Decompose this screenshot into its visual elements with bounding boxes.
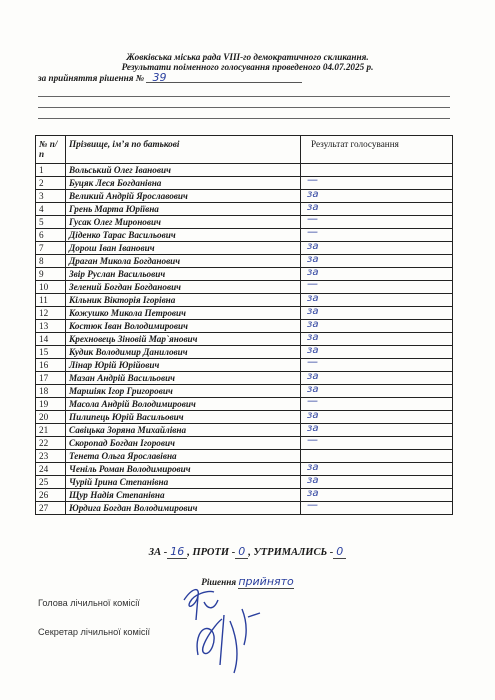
vote-result: за — [307, 488, 319, 499]
table-row — [36, 320, 453, 333]
vote-result: — — [307, 498, 318, 511]
table-row — [36, 307, 453, 320]
vote-result-cell — [301, 489, 453, 502]
vote-result: за — [307, 267, 319, 278]
vote-result: за — [307, 241, 319, 252]
against-count: 0 — [235, 545, 248, 559]
table-row — [36, 463, 453, 476]
table-row — [36, 385, 453, 398]
vote-result-cell — [301, 320, 453, 333]
col-result-header: Результат голосування — [301, 136, 453, 164]
table-row — [36, 476, 453, 489]
row-number: 16 — [36, 359, 66, 372]
deputy-name: Зелений Богдан Богданович — [66, 281, 301, 294]
table-row — [36, 177, 453, 190]
signature-secretary — [190, 595, 270, 685]
deputy-name: Савіцька Зоряна Михайлівна — [66, 424, 301, 437]
row-number: 14 — [36, 333, 66, 346]
row-number: 3 — [36, 190, 66, 203]
vote-result-cell — [301, 277, 453, 294]
vote-result-cell — [301, 498, 453, 515]
row-number: 26 — [36, 489, 66, 502]
vote-result-cell — [301, 346, 453, 359]
row-number: 20 — [36, 411, 66, 424]
blank-line — [38, 118, 450, 119]
table-row — [36, 502, 453, 515]
vote-result: — — [307, 212, 318, 225]
col-name-header: Прізвище, ім’я по батькові — [66, 136, 301, 164]
row-number: 10 — [36, 281, 66, 294]
row-number: 12 — [36, 307, 66, 320]
row-number: 8 — [36, 255, 66, 268]
row-number: 2 — [36, 177, 66, 190]
table-row — [36, 359, 453, 372]
deputy-name: Ченіль Роман Володимирович — [66, 463, 301, 476]
row-number: 23 — [36, 450, 66, 463]
deputy-name: Лінар Юрій Юрійович — [66, 359, 301, 372]
vote-result-cell — [301, 190, 453, 203]
vote-result-cell — [301, 411, 453, 424]
vote-result: за — [307, 462, 319, 473]
vote-result-cell — [301, 268, 453, 281]
deputy-name: Великий Андрій Ярославович — [66, 190, 301, 203]
deputy-name: Гусак Олег Миронович — [66, 216, 301, 229]
vote-result-cell — [301, 433, 453, 450]
vote-result-cell — [301, 164, 453, 177]
table-row — [36, 411, 453, 424]
for-label: ЗА - — [148, 547, 168, 558]
commission-head-label: Голова лічильної комісії — [38, 598, 140, 608]
vote-result: за — [307, 345, 319, 356]
row-number: 5 — [36, 216, 66, 229]
vote-result: — — [307, 225, 318, 238]
deputy-name: Крехновець Зіновій Мар`янович — [66, 333, 301, 346]
vote-result-cell — [301, 463, 453, 476]
table-row — [36, 424, 453, 437]
table-row — [36, 372, 453, 385]
deputy-name: Мазан Андрій Васильович — [66, 372, 301, 385]
decision-label: за прийняття рішення № — [38, 73, 145, 83]
vote-result-cell — [301, 294, 453, 307]
vote-result-cell — [301, 212, 453, 229]
vote-result: за — [307, 332, 319, 343]
table-row — [36, 333, 453, 346]
votes-table-header — [36, 136, 453, 164]
council-title: Жовківська міська рада VIII-го демократичного скликання. — [126, 52, 369, 62]
vote-result: за — [307, 202, 319, 213]
vote-result: — — [307, 355, 318, 368]
table-row — [36, 346, 453, 359]
vote-result-cell — [301, 450, 453, 463]
vote-result: за — [307, 306, 319, 317]
abstained-count: 0 — [333, 545, 346, 559]
vote-result: за — [307, 254, 319, 265]
col-number-header: № п/п — [36, 136, 66, 164]
row-number: 24 — [36, 463, 66, 476]
deputy-name: Грень Марта Юріївна — [66, 203, 301, 216]
table-row — [36, 216, 453, 229]
vote-result: за — [307, 423, 319, 434]
deputy-name: Скоропад Богдан Ігорович — [66, 437, 301, 450]
table-row — [36, 294, 453, 307]
for-count: 16 — [167, 545, 187, 559]
deputy-name: Масола Андрій Володимирович — [66, 398, 301, 411]
blank-line — [38, 96, 450, 97]
table-row — [36, 190, 453, 203]
vote-result-cell — [301, 476, 453, 489]
deputy-name: Щур Надія Степанівна — [66, 489, 301, 502]
vote-result-cell — [301, 173, 453, 190]
vote-result-cell — [301, 203, 453, 216]
abstained-label: , УТРИМАЛИСЬ - — [248, 547, 334, 558]
vote-result-cell — [301, 307, 453, 320]
deputy-name: Кільник Вікторія Ігорівна — [66, 294, 301, 307]
deputy-name: Чурій Ірина Степанівна — [66, 476, 301, 489]
table-row — [36, 450, 453, 463]
decision-number-line — [38, 73, 302, 83]
deputy-name: Тенета Ольга Ярославівна — [66, 450, 301, 463]
vote-result-cell — [301, 424, 453, 437]
vote-result-cell — [301, 385, 453, 398]
vote-totals — [0, 545, 495, 558]
vote-result-cell — [301, 255, 453, 268]
table-row — [36, 437, 453, 450]
deputy-name: Вольський Олег Іванович — [66, 164, 301, 177]
vote-result: — — [307, 173, 318, 186]
vote-result-cell — [301, 372, 453, 385]
row-number: 21 — [36, 424, 66, 437]
table-row — [36, 203, 453, 216]
vote-result: за — [307, 293, 319, 304]
decision-result-value: прийнято — [238, 575, 294, 588]
row-number: 7 — [36, 242, 66, 255]
table-row — [36, 164, 453, 177]
table-row — [36, 242, 453, 255]
row-number: 15 — [36, 346, 66, 359]
vote-result: — — [307, 394, 318, 407]
vote-result-cell — [301, 333, 453, 346]
row-number: 1 — [36, 164, 66, 177]
vote-result: за — [307, 475, 319, 486]
deputy-name: Пилипець Юрій Васильович — [66, 411, 301, 424]
deputy-name: Діденко Тарас Васильович — [66, 229, 301, 242]
row-number: 19 — [36, 398, 66, 411]
vote-result: за — [307, 319, 319, 330]
deputy-name: Кожушко Микола Петрович — [66, 307, 301, 320]
row-number: 11 — [36, 294, 66, 307]
table-row — [36, 489, 453, 502]
row-number: 18 — [36, 385, 66, 398]
deputy-name: Драган Микола Богданович — [66, 255, 301, 268]
vote-result: за — [307, 371, 319, 382]
deputy-name: Кудик Володимир Данилович — [66, 346, 301, 359]
row-number: 4 — [36, 203, 66, 216]
deputy-name: Юрдига Богдан Володимирович — [66, 502, 301, 515]
vote-result: — — [307, 433, 318, 446]
deputy-name: Костюк Іван Володимирович — [66, 320, 301, 333]
vote-result-cell — [301, 394, 453, 411]
deputy-name: Звір Руслан Васильович — [66, 268, 301, 281]
row-number: 17 — [36, 372, 66, 385]
vote-result: — — [307, 277, 318, 290]
vote-result-cell — [301, 242, 453, 255]
table-row — [36, 255, 453, 268]
row-number: 13 — [36, 320, 66, 333]
decision-number: 39 — [146, 73, 302, 83]
deputy-name: Буцяк Леся Богданівна — [66, 177, 301, 190]
row-number: 25 — [36, 476, 66, 489]
voting-date-title: Результати поіменного голосування проведеного 04.07.2025 р. — [121, 62, 374, 72]
vote-result: за — [307, 189, 319, 200]
table-row — [36, 268, 453, 281]
table-row — [36, 281, 453, 294]
commission-secretary-label: Секретар лічильної комісії — [38, 627, 151, 637]
against-label: , ПРОТИ - — [187, 547, 236, 558]
votes-table — [35, 135, 453, 515]
decision-result-label: Рішення — [201, 577, 237, 587]
row-number: 27 — [36, 502, 66, 515]
vote-result-cell — [301, 225, 453, 242]
vote-result: за — [307, 384, 319, 395]
table-row — [36, 398, 453, 411]
deputy-name: Дорош Іван Іванович — [66, 242, 301, 255]
row-number: 22 — [36, 437, 66, 450]
blank-line — [38, 107, 450, 108]
row-number: 9 — [36, 268, 66, 281]
vote-result: за — [307, 410, 319, 421]
deputy-name: Маршіяк Ігор Григорович — [66, 385, 301, 398]
table-row — [36, 229, 453, 242]
vote-result-cell — [301, 355, 453, 372]
row-number: 6 — [36, 229, 66, 242]
